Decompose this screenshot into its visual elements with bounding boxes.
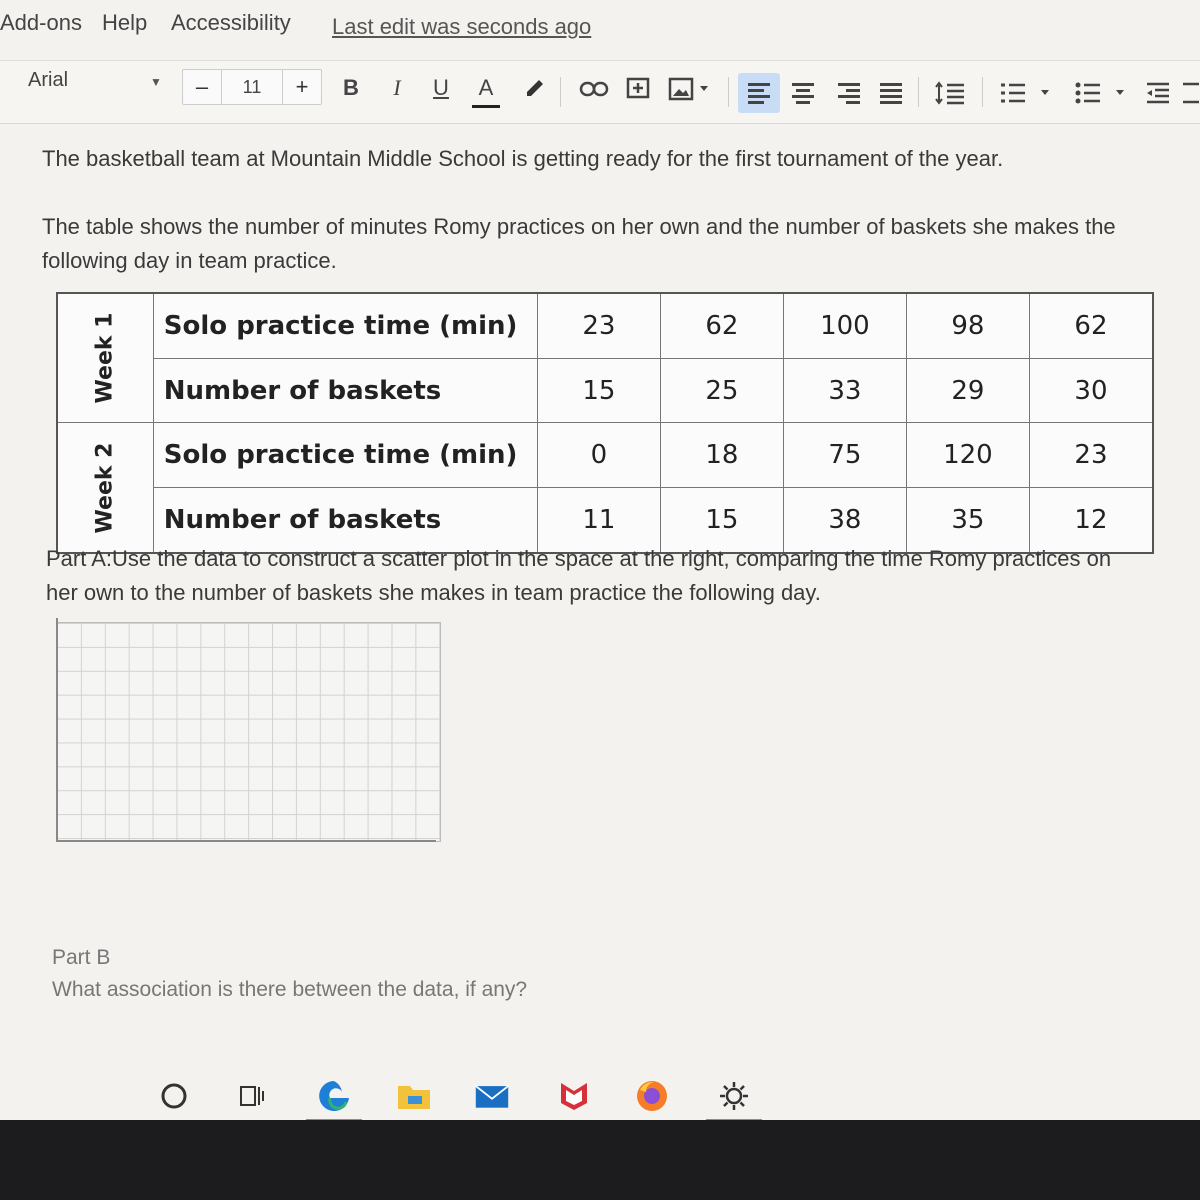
table-cell: 35 (906, 487, 1029, 553)
menu-addons[interactable]: Add-ons (0, 10, 82, 35)
menu-accessibility[interactable]: Accessibility (171, 10, 291, 35)
table-cell: 120 (906, 423, 1029, 487)
underline-button[interactable]: U (433, 75, 449, 100)
toolbar-divider (982, 77, 983, 107)
menu-help[interactable]: Help (102, 10, 148, 35)
y-axis (56, 618, 58, 840)
table-cell: 33 (783, 359, 906, 423)
firefox-icon[interactable] (634, 1078, 670, 1114)
table-cell: 0 (537, 423, 660, 487)
align-justify-button[interactable] (876, 77, 906, 109)
table-cell: 12 (1029, 487, 1153, 553)
text-color-button[interactable]: A (472, 71, 500, 108)
italic-button[interactable]: I (393, 75, 401, 100)
align-right-button[interactable] (834, 77, 864, 109)
table-cell: 18 (660, 423, 783, 487)
font-size-input[interactable]: 11 (242, 76, 262, 97)
table-cell: 23 (1029, 423, 1153, 487)
align-justify-icon (880, 83, 902, 104)
table-cell: 15 (537, 359, 660, 423)
insert-image-icon[interactable] (666, 75, 716, 103)
line-spacing-icon[interactable] (932, 77, 968, 109)
week1-label: Week 1 (92, 312, 118, 404)
taskbar-background (0, 1120, 1200, 1200)
table-cell: 98 (906, 293, 1029, 359)
week1-cell (57, 293, 153, 423)
table-description: The table shows the number of minutes Romy practices on her own and the number of baskets she makes the following day in team practice. (42, 214, 1116, 273)
task-view-icon[interactable] (234, 1078, 270, 1114)
numbered-list-icon[interactable] (1070, 77, 1132, 109)
row-label: Number of baskets (153, 359, 537, 423)
decrease-font-size-button[interactable]: – (183, 70, 222, 104)
table-cell: 62 (1029, 293, 1153, 359)
row-label: Number of baskets (153, 487, 537, 553)
cortana-icon[interactable] (156, 1078, 192, 1114)
table-cell: 30 (1029, 359, 1153, 423)
font-family-select[interactable]: Arial (28, 69, 69, 91)
intro-paragraph: The basketball team at Mountain Middle School is getting ready for the first tournament of the year. (42, 146, 1004, 171)
table-cell: 25 (660, 359, 783, 423)
increase-font-size-button[interactable]: + (282, 70, 321, 104)
toolbar-divider (918, 77, 919, 107)
chevron-down-icon[interactable]: ▼ (150, 75, 162, 89)
graph-paper (56, 622, 441, 842)
document-page[interactable] (0, 122, 1200, 1062)
settings-icon[interactable] (716, 1078, 752, 1114)
file-explorer-icon[interactable] (396, 1078, 432, 1114)
checklist-icon[interactable] (996, 77, 1056, 109)
week2-cell (57, 423, 153, 553)
x-axis (56, 840, 436, 842)
part-b (52, 942, 527, 1006)
insert-comment-icon[interactable] (624, 75, 652, 103)
table-cell: 100 (783, 293, 906, 359)
week2-label: Week 2 (92, 442, 118, 534)
toolbar-divider (560, 77, 561, 107)
mcafee-icon[interactable] (556, 1078, 592, 1114)
table-cell: 62 (660, 293, 783, 359)
align-left-button[interactable] (738, 73, 780, 113)
bold-button[interactable]: B (343, 75, 359, 100)
practice-data-table (56, 292, 1154, 554)
table-cell: 23 (537, 293, 660, 359)
table-cell: 15 (660, 487, 783, 553)
align-right-icon (838, 83, 860, 104)
scatter-plot-grid[interactable] (56, 622, 441, 847)
align-center-icon (792, 83, 814, 104)
align-left-icon (748, 83, 770, 104)
edge-icon[interactable] (316, 1078, 352, 1114)
decrease-indent-icon[interactable] (1142, 77, 1200, 109)
menu-bar (0, 0, 1200, 52)
part-b-title: Part B (52, 946, 111, 969)
part-a-instructions: Part A:Use the data to construct a scatter plot in the space at the right, comparing the time Romy practices on her own to the number of baskets she makes in team practice the following day. (46, 546, 1112, 605)
part-b-question: What association is there between the data, if any? (52, 978, 528, 1001)
last-edit-link[interactable]: Last edit was seconds ago (332, 14, 592, 39)
row-label: Solo practice time (min) (153, 293, 537, 359)
table-cell: 11 (537, 487, 660, 553)
mail-icon[interactable] (474, 1078, 510, 1114)
table-cell: 38 (783, 487, 906, 553)
insert-link-icon[interactable] (578, 75, 610, 103)
table-cell: 29 (906, 359, 1029, 423)
toolbar-divider (728, 77, 729, 107)
formatting-toolbar (0, 60, 1200, 124)
align-center-button[interactable] (788, 77, 818, 109)
highlight-pen-icon[interactable] (522, 75, 548, 101)
row-label: Solo practice time (min) (153, 423, 537, 487)
taskbar (0, 1070, 1200, 1120)
table-cell: 75 (783, 423, 906, 487)
font-size-stepper (182, 69, 322, 105)
